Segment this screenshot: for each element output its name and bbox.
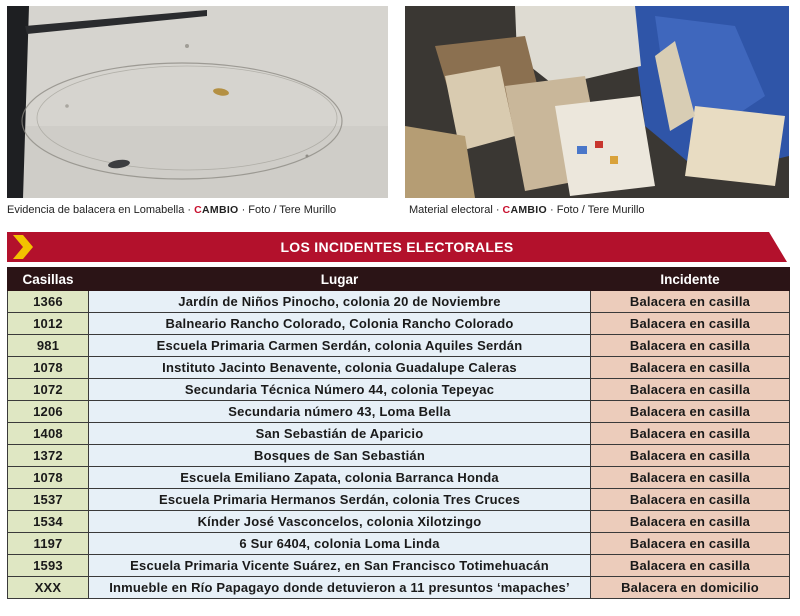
cell-lugar: Inmueble en Río Papagayo donde detuvieron a 11 presuntos ‘mapaches’ (89, 577, 591, 599)
table-row (8, 379, 790, 401)
cell-lugar: Escuela Emiliano Zapata, colonia Barranca Honda (89, 467, 591, 489)
cell-casilla: 1408 (8, 423, 89, 445)
photo-caption-right: Material electoral · CAMBIO · Foto / Tere Murillo (409, 204, 645, 216)
cell-casilla: 1078 (8, 357, 89, 379)
cell-casilla: 1206 (8, 401, 89, 423)
cell-casilla: 1072 (8, 379, 89, 401)
cell-lugar: Escuela Primaria Vicente Suárez, en San Francisco Totimehuacán (89, 555, 591, 577)
caption-text: Material electoral · (409, 204, 500, 216)
table-row (8, 555, 790, 577)
cell-casilla: 1197 (8, 533, 89, 555)
caption-text: Evidencia de balacera en Lomabella · (7, 204, 192, 216)
table-row (8, 335, 790, 357)
table-row (8, 291, 790, 313)
photo-electoral-material (405, 6, 789, 198)
table-row (8, 423, 790, 445)
cell-casilla: 1078 (8, 467, 89, 489)
cell-incidente: Balacera en casilla (591, 511, 790, 533)
table-row (8, 489, 790, 511)
table-row (8, 357, 790, 379)
cell-lugar: Balneario Rancho Colorado, Colonia Rancho Colorado (89, 313, 591, 335)
cell-casilla: 981 (8, 335, 89, 357)
table-row (8, 401, 790, 423)
photo-evidence-lomabella (7, 6, 388, 198)
table-row (8, 577, 790, 599)
table-row (8, 445, 790, 467)
cell-casilla: XXX (8, 577, 89, 599)
section-banner (7, 232, 787, 262)
cell-lugar: Escuela Primaria Hermanos Serdán, colonia Tres Cruces (89, 489, 591, 511)
photo-caption-left: Evidencia de balacera en Lomabella · CAMBIO · Foto / Tere Murillo (7, 204, 337, 216)
cell-casilla: 1372 (8, 445, 89, 467)
cell-incidente: Balacera en casilla (591, 423, 790, 445)
cell-incidente: Balacera en casilla (591, 489, 790, 511)
cell-lugar: Jardín de Niños Pinocho, colonia 20 de Noviembre (89, 291, 591, 313)
photo-credit: Foto / Tere Murillo (248, 204, 337, 216)
cell-incidente: Balacera en casilla (591, 357, 790, 379)
column-header-lugar: Lugar (89, 268, 591, 291)
cell-lugar: Kínder José Vasconcelos, colonia Xilotzingo (89, 511, 591, 533)
table-row (8, 533, 790, 555)
cell-incidente: Balacera en casilla (591, 555, 790, 577)
incidents-table (7, 267, 790, 599)
cell-incidente: Balacera en casilla (591, 379, 790, 401)
photo-credit: Foto / Tere Murillo (556, 204, 645, 216)
cell-incidente: Balacera en casilla (591, 445, 790, 467)
table-row (8, 467, 790, 489)
cell-casilla: 1366 (8, 291, 89, 313)
cell-incidente: Balacera en casilla (591, 467, 790, 489)
cell-lugar: Secundaria Técnica Número 44, colonia Tepeyac (89, 379, 591, 401)
table-header-row (8, 268, 790, 291)
cell-incidente: Balacera en casilla (591, 291, 790, 313)
cambio-logo: CAMBIO (502, 204, 547, 216)
cell-lugar: Secundaria número 43, Loma Bella (89, 401, 591, 423)
table-row (8, 511, 790, 533)
cell-casilla: 1534 (8, 511, 89, 533)
cell-incidente: Balacera en casilla (591, 335, 790, 357)
cell-casilla: 1012 (8, 313, 89, 335)
cell-lugar: Bosques de San Sebastián (89, 445, 591, 467)
cell-incidente: Balacera en domicilio (591, 577, 790, 599)
cell-casilla: 1593 (8, 555, 89, 577)
cell-lugar: San Sebastián de Aparicio (89, 423, 591, 445)
table-row (8, 313, 790, 335)
cell-incidente: Balacera en casilla (591, 533, 790, 555)
cell-casilla: 1537 (8, 489, 89, 511)
cell-lugar: Instituto Jacinto Benavente, colonia Guadalupe Caleras (89, 357, 591, 379)
column-header-incidente: Incidente (591, 268, 790, 291)
cell-lugar: Escuela Primaria Carmen Serdán, colonia Aquiles Serdán (89, 335, 591, 357)
column-header-casillas: Casillas (8, 268, 89, 291)
cell-incidente: Balacera en casilla (591, 401, 790, 423)
cell-lugar: 6 Sur 6404, colonia Loma Linda (89, 533, 591, 555)
cambio-logo: CAMBIO (194, 204, 239, 216)
section-title: LOS INCIDENTES ELECTORALES (280, 239, 514, 255)
cell-incidente: Balacera en casilla (591, 313, 790, 335)
